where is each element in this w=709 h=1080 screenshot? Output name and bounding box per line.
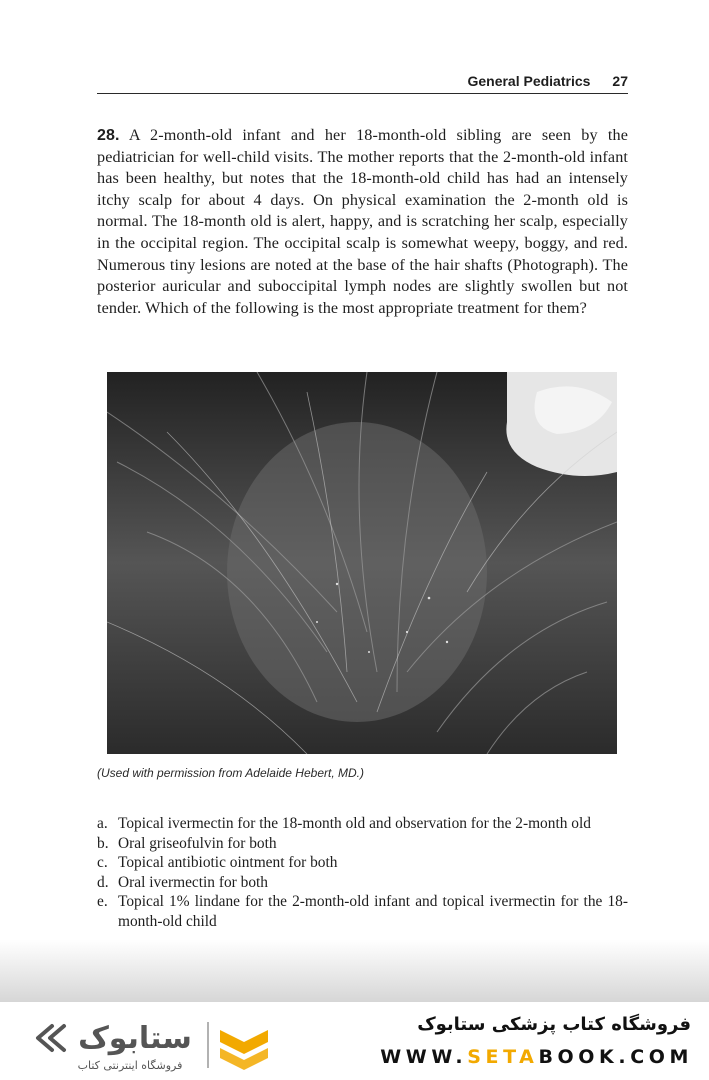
url-suffix: BOOK.COM xyxy=(538,1046,693,1068)
url-prefix: WWW. xyxy=(380,1046,468,1068)
option-letter: e. xyxy=(97,893,108,911)
option-b xyxy=(97,834,628,854)
question-number: 28. xyxy=(97,127,120,144)
question-text: A 2-month-old infant and her 18-month-old sibling are seen by the pediatrician for well-child visits. The mother reports that the 2-month-old infant has been healthy, but notes that the 18-month-old child has had an intensely itchy scalp for about 4 days. On physical examination the 2-month old is normal. The 18-month old is alert, happy, and is scratching her scalp, especially in the occipital region. The occipital scalp is somewhat weepy, boggy, and red. Numerous tiny lesions are noted at the base of the hair shafts (Photograph). The posterior auricular and suboccipital lymph nodes are slightly swollen but not tender. Which of the following is the most appropriate treatment for them? xyxy=(97,126,628,317)
store-title: فروشگاه کتاب پزشکی ستابوک xyxy=(417,1014,691,1035)
option-a xyxy=(97,814,628,834)
question-block xyxy=(97,125,628,319)
logo-icon xyxy=(30,1012,280,1074)
book-mark-icon xyxy=(220,1030,268,1070)
running-header xyxy=(97,72,628,94)
option-text: Topical 1% lindane for the 2-month-old infant and topical ivermectin for the 18-month-old child xyxy=(118,893,628,930)
option-d xyxy=(97,873,628,893)
hair-image xyxy=(107,372,617,754)
option-letter: c. xyxy=(97,854,108,872)
store-url[interactable] xyxy=(380,1046,693,1068)
url-accent: SETA xyxy=(467,1046,539,1068)
option-text: Oral ivermectin for both xyxy=(118,873,269,891)
option-text: Topical ivermectin for the 18-month old and observation for the 2-month old xyxy=(118,815,591,832)
answer-options xyxy=(97,814,628,932)
option-text: Oral griseofulvin for both xyxy=(118,834,277,852)
logo-subtext: فروشگاه اینترنتی کتاب xyxy=(77,1059,183,1072)
page-number: 27 xyxy=(612,73,628,89)
logo-wordmark: ستابوک xyxy=(78,1021,192,1056)
section-title: General Pediatrics xyxy=(467,73,591,89)
option-letter: d. xyxy=(97,873,109,891)
option-c xyxy=(97,853,628,873)
setabook-logo[interactable] xyxy=(30,1012,280,1074)
figure-caption: (Used with permission from Adelaide Hebert, MD.) xyxy=(97,766,364,780)
option-e xyxy=(97,892,628,931)
scalp-photograph xyxy=(107,372,617,754)
option-letter: b. xyxy=(97,834,109,852)
option-letter: a. xyxy=(97,815,108,832)
page-shadow xyxy=(0,940,709,1002)
option-text: Topical antibiotic ointment for both xyxy=(118,854,338,872)
